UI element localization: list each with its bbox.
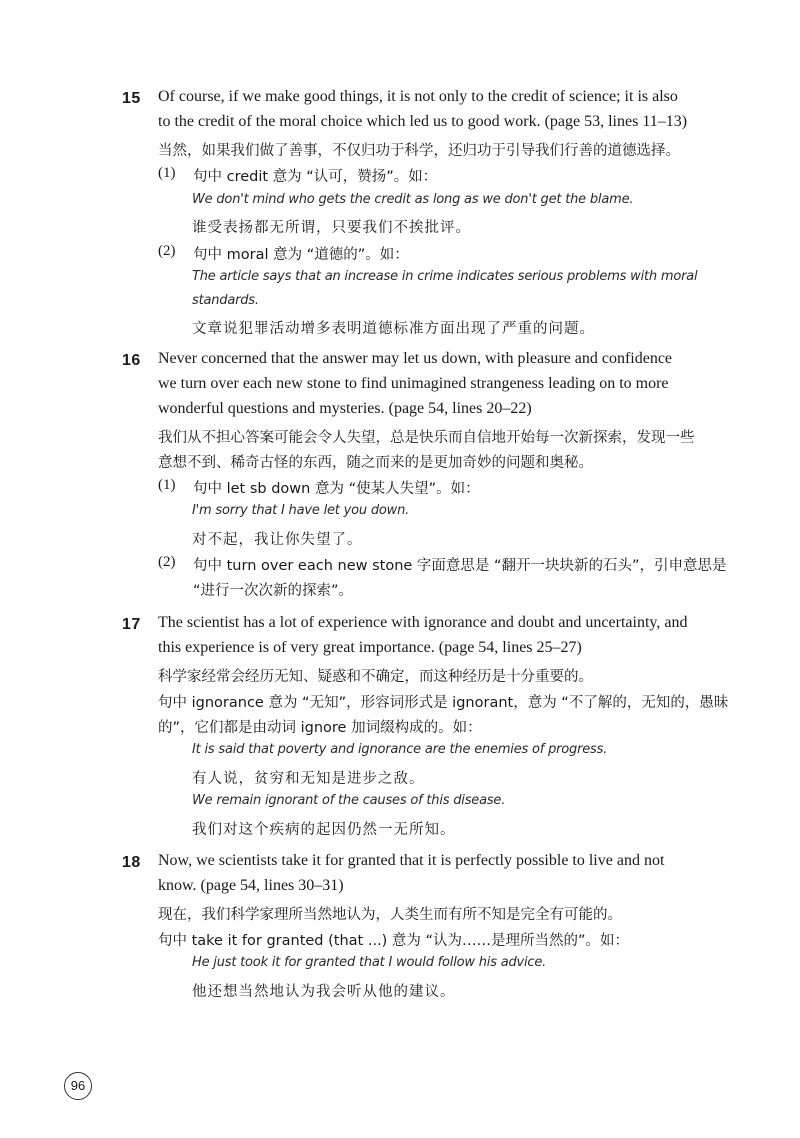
entry-english-line: we turn over each new stone to find unimagined strangeness leading on to more <box>158 375 669 392</box>
entry-english-line: The scientist has a lot of experience with ignorance and doubt and uncertainty, and <box>158 614 688 631</box>
example-chinese: 谁受表扬都无所谓，只要我们不挨批评。 <box>192 220 471 236</box>
entry-english-line: know. (page 54, lines 30–31) <box>158 877 344 894</box>
note-marker: (2) <box>158 554 176 570</box>
entry-number: 16 <box>122 352 141 369</box>
entry-chinese-explanation: 句中 take it for granted (that ...) 意为 “认为……是理所当然的”。如： <box>158 933 630 949</box>
example-english: It is said that poverty and ignorance are the enemies of progress. <box>192 742 608 757</box>
example-chinese: 有人说，贫穷和无知是进步之敌。 <box>192 771 425 787</box>
entry-english-line: wonderful questions and mysteries. (page 54, lines 20–22) <box>158 400 532 417</box>
note-marker: (1) <box>158 165 176 181</box>
entry-chinese-translation: 当然，如果我们做了善事，不仅归功于科学，还归功于引导我们行善的道德选择。 <box>158 143 680 159</box>
entry-chinese-explanation: 句中 ignorance 意为 “无知”，形容词形式是 ignorant，意为 “不了解的，无知的，愚昧 <box>158 695 729 711</box>
note-text: 句中 turn over each new stone 字面意思是 “翻开一块块新的石头”，引申意思是 <box>193 558 727 574</box>
note-marker: (2) <box>158 243 176 259</box>
entry-english-line: Now, we scientists take it for granted that it is perfectly possible to live and not <box>158 852 665 869</box>
page-number: 96 <box>64 1072 92 1100</box>
example-chinese: 文章说犯罪活动增多表明道德标准方面出现了严重的问题。 <box>192 321 595 337</box>
note-marker: (1) <box>158 477 176 493</box>
example-chinese: 他还想当然地认为我会听从他的建议。 <box>192 984 456 1000</box>
entry-chinese-translation: 意想不到、稀奇古怪的东西，随之而来的是更加奇妙的问题和奥秘。 <box>158 455 593 471</box>
example-english: He just took it for granted that I would follow his advice. <box>192 955 547 970</box>
entry-english-line: to the credit of the moral choice which led us to good work. (page 53, lines 11–13) <box>158 113 688 130</box>
entry-chinese-translation: 现在，我们科学家理所当然地认为，人类生而有所不知是完全有可能的。 <box>158 907 622 923</box>
note-text-continued: “进行一次次新的探索”。 <box>193 583 354 599</box>
example-english: standards. <box>192 293 259 308</box>
entry-chinese-translation: 科学家经常会经历无知、疑惑和不确定，而这种经历是十分重要的。 <box>158 669 593 685</box>
entry-number: 17 <box>122 616 141 633</box>
example-english: We don't mind who gets the credit as long as we don't get the blame. <box>192 192 634 207</box>
entry-number: 18 <box>122 854 141 871</box>
example-english: I'm sorry that I have let you down. <box>192 503 410 518</box>
entry-english-line: Never concerned that the answer may let us down, with pleasure and confidence <box>158 350 673 367</box>
entry-number: 15 <box>122 90 141 107</box>
note-text: 句中 let sb down 意为 “使某人失望”。如： <box>193 481 480 497</box>
entry-english-line: Of course, if we make good things, it is not only to the credit of science; it is also <box>158 88 678 105</box>
note-text: 句中 moral 意为 “道德的”。如： <box>193 247 409 263</box>
note-text: 句中 credit 意为 “认可，赞扬”。如： <box>193 169 438 185</box>
example-chinese: 我们对这个疾病的起因仍然一无所知。 <box>192 822 456 838</box>
entry-chinese-translation: 我们从不担心答案可能会令人失望，总是快乐而自信地开始每一次新探索，发现一些 <box>158 430 695 446</box>
example-english: We remain ignorant of the causes of this disease. <box>192 793 506 808</box>
entry-english-line: this experience is of very great importance. (page 54, lines 25–27) <box>158 639 582 656</box>
example-english: The article says that an increase in crime indicates serious problems with moral <box>192 269 698 284</box>
entry-chinese-explanation: 的”，它们都是由动词 ignore 加词缀构成的。如： <box>158 720 482 736</box>
example-chinese: 对不起，我让你失望了。 <box>192 532 363 548</box>
